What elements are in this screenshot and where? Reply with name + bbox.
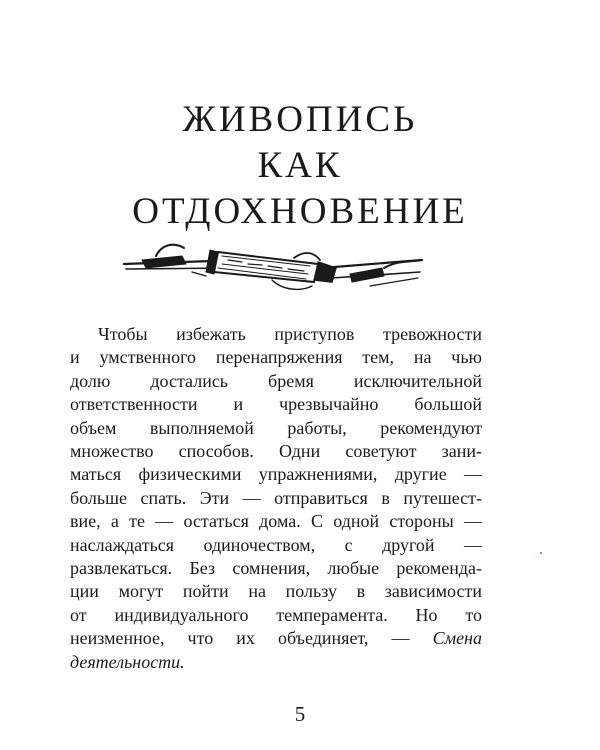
ink-speck	[540, 552, 542, 554]
page-number: 5	[294, 702, 306, 726]
body-line-8: больше спать. Эти — отправиться в путешест-	[70, 487, 482, 508]
chapter-title-line-2: КАК	[257, 144, 343, 186]
body-line-7: маться физическими упражнениями, другие —	[70, 464, 482, 485]
body-line-5: объем выполняемой работы, рекомендуют	[70, 417, 482, 438]
emphasis-inline: Смена	[432, 628, 482, 649]
body-line-12: ции могут пойти на пользу в зависимости	[70, 581, 482, 602]
body-line-14	[70, 627, 482, 650]
body-paragraph	[70, 323, 482, 674]
body-line-2: и умственного перенапряжения тем, на чью	[70, 347, 482, 368]
body-line-14-text: неизменное, что их объединяет, —	[70, 628, 410, 649]
body-line-15	[70, 651, 482, 674]
body-line-10: наслаждаться одиночеством, с другой —	[70, 534, 482, 555]
body-line-1: Чтобы избежать приступов тревожности	[98, 324, 482, 344]
body-line-3: долю достались бремя исключительной	[70, 370, 482, 391]
body-line-4: ответственности и чрезвычайно большой	[70, 394, 482, 415]
body-line-13: от индивидуального темперамента. Но то	[70, 604, 482, 625]
chapter-title-line-3: ОТДОХНОВЕНИЕ	[132, 190, 468, 232]
chapter-title	[0, 97, 600, 235]
body-line-9: вие, а те — остаться дома. С одной стороны —	[70, 511, 482, 532]
emphasis-last-line: деятельности.	[70, 651, 185, 672]
body-line-6: множество способов. Одни советуют зани-	[70, 441, 482, 462]
body-line-11: развлекаться. Без сомнения, любые рекоменда-	[70, 558, 482, 579]
chapter-title-line-1: ЖИВОПИСЬ	[182, 98, 418, 140]
brushes-and-paint-tube-icon	[122, 238, 426, 300]
